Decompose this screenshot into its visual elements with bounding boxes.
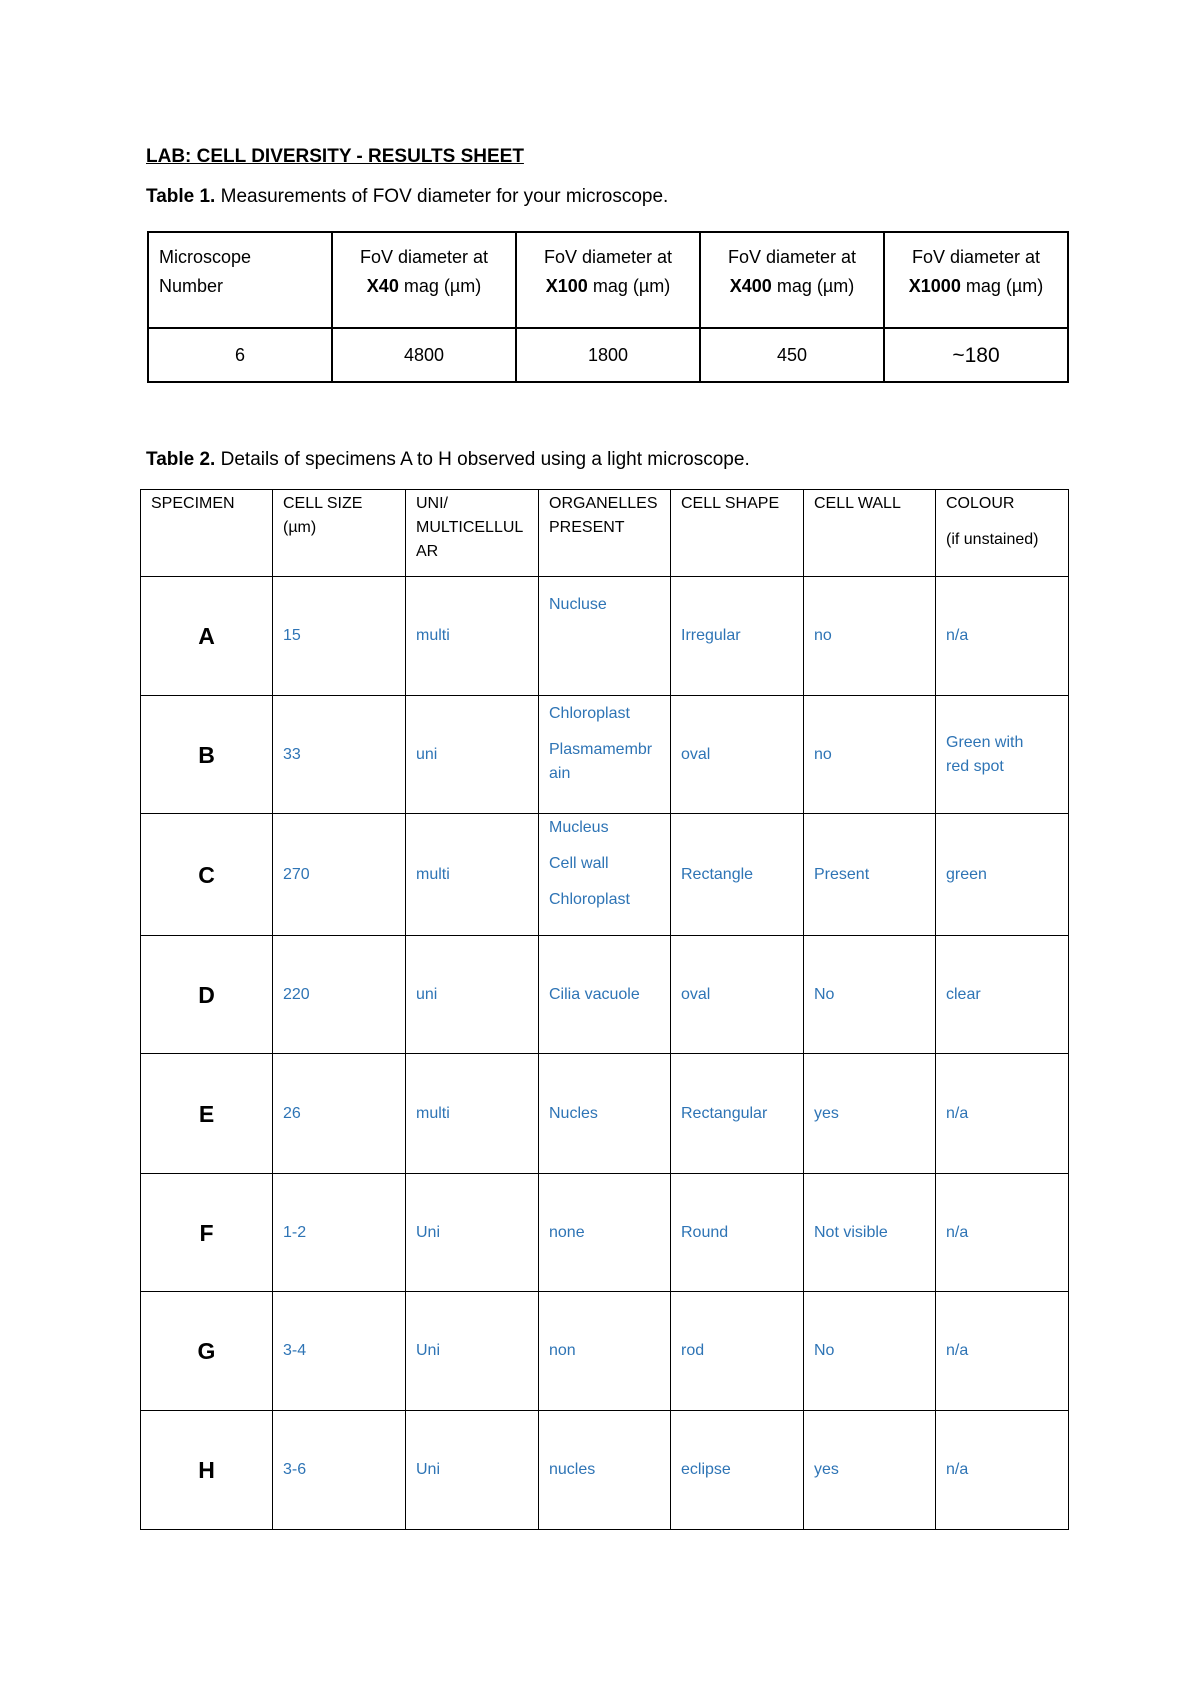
specimen-label: C	[141, 814, 273, 936]
table-row	[141, 577, 1069, 696]
specimen-label: A	[141, 577, 273, 696]
fov-x1000-value: ~180	[884, 328, 1068, 382]
organelles: none	[539, 1174, 671, 1292]
cellularity: Uni	[406, 1174, 539, 1292]
fov-x40-value: 4800	[332, 328, 516, 382]
header-fov-x400: FoV diameter at X400 mag (µm)	[700, 232, 884, 328]
table2-caption-text: Details of specimens A to H observed using a light microscope.	[215, 449, 750, 470]
colour: clear	[936, 936, 1069, 1054]
cellularity: uni	[406, 696, 539, 814]
cell-wall: No	[804, 936, 936, 1054]
cell-size: 33	[273, 696, 406, 814]
cellularity: Uni	[406, 1411, 539, 1530]
header-cellularity: UNI/ MULTICELLUL AR	[406, 490, 539, 577]
cell-shape: Rectangular	[671, 1054, 804, 1174]
cell-wall: yes	[804, 1054, 936, 1174]
table-row	[141, 814, 1069, 936]
header-fov-x40: FoV diameter at X40 mag (µm)	[332, 232, 516, 328]
organelles: Mucleus Cell wall Chloroplast	[539, 814, 671, 936]
header-organelles: ORGANELLES PRESENT	[539, 490, 671, 577]
cellularity: multi	[406, 1054, 539, 1174]
specimen-table-header-row	[141, 490, 1069, 577]
specimen-table	[140, 489, 1069, 1530]
cell-shape: Rectangle	[671, 814, 804, 936]
cellularity: Uni	[406, 1292, 539, 1411]
cell-wall: Not visible	[804, 1174, 936, 1292]
fov-x400-value: 450	[700, 328, 884, 382]
cell-shape: Irregular	[671, 577, 804, 696]
fov-x100-value: 1800	[516, 328, 700, 382]
organelles: nucles	[539, 1411, 671, 1530]
table1-caption	[146, 186, 668, 208]
cell-size: 270	[273, 814, 406, 936]
specimen-label: G	[141, 1292, 273, 1411]
colour: n/a	[936, 1054, 1069, 1174]
colour: n/a	[936, 577, 1069, 696]
organelles: Nucles	[539, 1054, 671, 1174]
header-microscope-number: Microscope Number	[148, 232, 332, 328]
cell-wall: no	[804, 577, 936, 696]
cellularity: uni	[406, 936, 539, 1054]
header-colour: COLOUR (if unstained)	[936, 490, 1069, 577]
cellularity: multi	[406, 577, 539, 696]
header-cell-size: CELL SIZE (µm)	[273, 490, 406, 577]
colour: Green with red spot	[936, 696, 1069, 814]
organelles: non	[539, 1292, 671, 1411]
cell-shape: Round	[671, 1174, 804, 1292]
cell-wall: No	[804, 1292, 936, 1411]
cell-shape: eclipse	[671, 1411, 804, 1530]
cell-size: 3-4	[273, 1292, 406, 1411]
specimen-label: F	[141, 1174, 273, 1292]
fov-table-value-row	[148, 328, 1068, 382]
table-row	[141, 1292, 1069, 1411]
table-row	[141, 1054, 1069, 1174]
cell-size: 1-2	[273, 1174, 406, 1292]
specimen-label: H	[141, 1411, 273, 1530]
cell-size: 26	[273, 1054, 406, 1174]
table2-caption-label: Table 2.	[146, 449, 216, 470]
organelles: Nucluse	[539, 577, 671, 696]
cell-shape: rod	[671, 1292, 804, 1411]
table2-caption	[146, 449, 750, 471]
organelles: Chloroplast Plasmamembr ain	[539, 696, 671, 814]
cell-wall: yes	[804, 1411, 936, 1530]
cell-size: 3-6	[273, 1411, 406, 1530]
table1-caption-text: Measurements of FOV diameter for your microscope.	[215, 186, 669, 207]
microscope-number-value: 6	[148, 328, 332, 382]
table1-caption-label: Table 1.	[146, 186, 216, 207]
specimen-label: E	[141, 1054, 273, 1174]
cell-shape: oval	[671, 936, 804, 1054]
organelles: Cilia vacuole	[539, 936, 671, 1054]
colour: n/a	[936, 1174, 1069, 1292]
specimen-label: B	[141, 696, 273, 814]
table-row	[141, 1174, 1069, 1292]
header-cell-wall: CELL WALL	[804, 490, 936, 577]
page-title: LAB: CELL DIVERSITY - RESULTS SHEET	[146, 146, 524, 167]
cell-wall: no	[804, 696, 936, 814]
cell-shape: oval	[671, 696, 804, 814]
header-specimen: SPECIMEN	[141, 490, 273, 577]
specimen-label: D	[141, 936, 273, 1054]
header-fov-x1000: FoV diameter at X1000 mag (µm)	[884, 232, 1068, 328]
table-row	[141, 696, 1069, 814]
cell-wall: Present	[804, 814, 936, 936]
fov-table-header-row	[148, 232, 1068, 328]
colour: n/a	[936, 1411, 1069, 1530]
fov-table	[147, 231, 1069, 383]
header-fov-x100: FoV diameter at X100 mag (µm)	[516, 232, 700, 328]
table-row	[141, 1411, 1069, 1530]
cell-size: 15	[273, 577, 406, 696]
colour: green	[936, 814, 1069, 936]
cell-size: 220	[273, 936, 406, 1054]
colour: n/a	[936, 1292, 1069, 1411]
cellularity: multi	[406, 814, 539, 936]
header-cell-shape: CELL SHAPE	[671, 490, 804, 577]
table-row	[141, 936, 1069, 1054]
